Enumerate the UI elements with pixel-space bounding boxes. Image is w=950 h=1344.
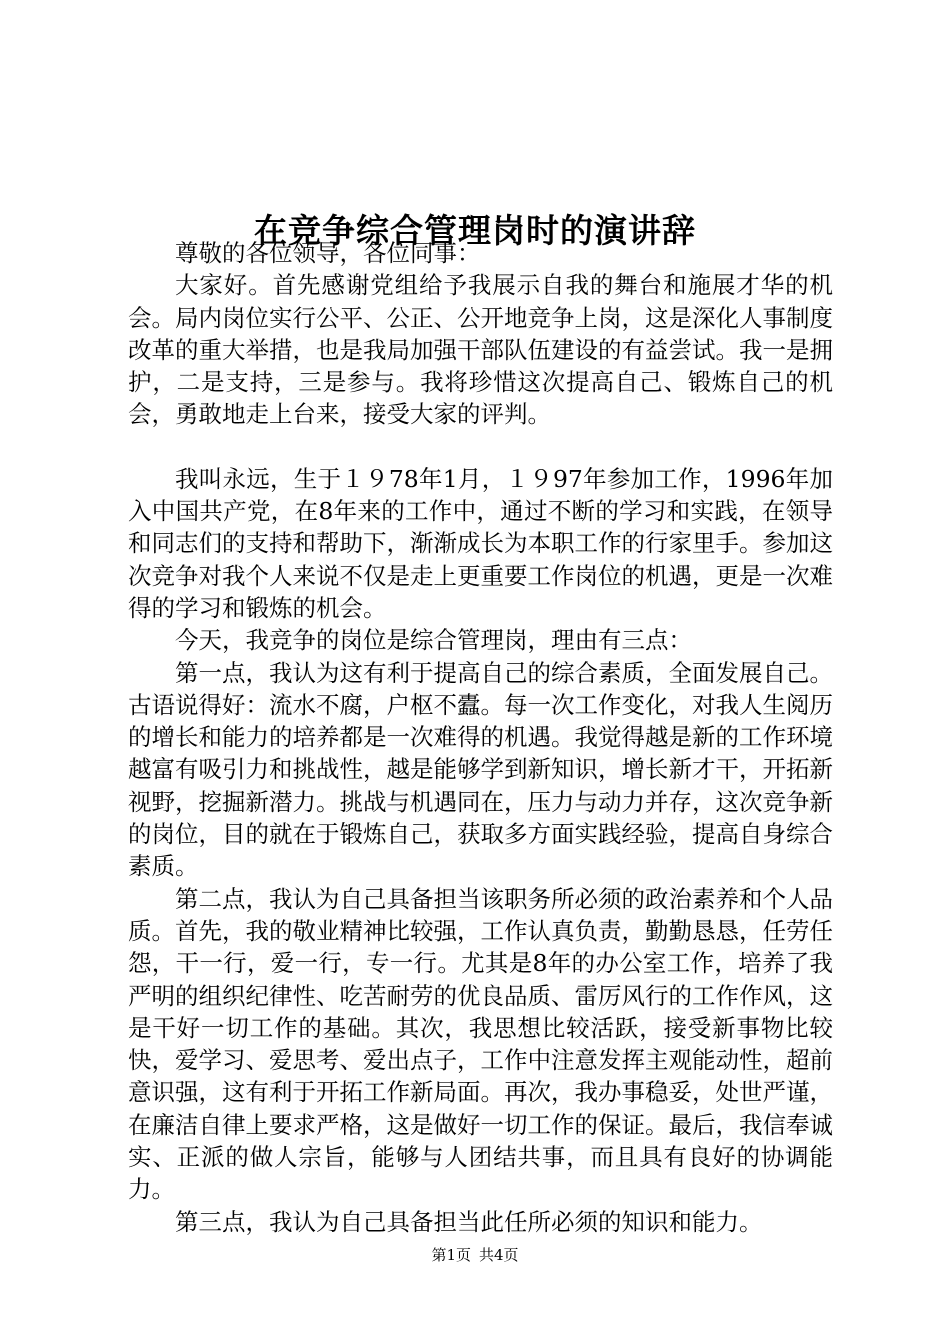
page-total: 共4页 [479, 1246, 519, 1264]
document-title: 在竞争综合管理岗时的演讲辞 [254, 211, 696, 251]
third-point-paragraph: 第三点，我认为自己具备担当此任所必须的知识和能力。 [175, 1207, 763, 1236]
page-number: 第1页 [431, 1246, 471, 1264]
greeting-paragraph: 大家好。首先感谢党组给予我展示自我的舞台和施展才华的机会。局内岗位实行公平、公正、公开地竞争上岗，这是深化人事制度改革的重大举措，也是我局加强干部队伍建设的有益尝试。我一是拥护，二是支持，三是参与。我将珍惜这次提高自己、锻炼自己的机会，勇敢地走上台来，接受大家的评判。 [128, 271, 833, 429]
second-point-paragraph: 第二点，我认为自己具备担当该职务所必须的政治素养和个人品质。首先，我的敬业精神比较强，工作认真负责，勤勤恳恳，任劳任怨，干一行，爱一行，专一行。尤其是8年的办公室工作，培养了我严明的组织纪律性、吃苦耐劳的优良品质、雷厉风行的工作作风，这是干好一切工作的基础。其次，我思想比较活跃，接受新事物比较快，爱学习、爱思考、爱出点子，工作中注意发挥主观能动性，超前意识强，这有利于开拓工作新局面。再次，我办事稳妥，处世严谨，在廉洁自律上要求严格，这是做好一切工作的保证。最后，我信奉诚实、正派的做人宗旨，能够与人团结共事，而且具有良好的协调能力。 [128, 884, 833, 1204]
salutation-paragraph: 尊敬的各位领导，各位同事： [175, 239, 481, 267]
first-point-paragraph: 第一点，我认为这有利于提高自己的综合素质，全面发展自己。古语说得好：流水不腐，户枢不蠹。每一次工作变化，对我人生阅历的增长和能力的培养都是一次难得的机遇。我觉得越是新的工作环境越富有吸引力和挑战性，越是能够学到新知识，增长新才干，开拓新视野，挖掘新潜力。挑战与机遇同在，压力与动力并存，这次竞争新的岗位，目的就在于锻炼自己，获取多方面实践经验，提高自身综合素质。 [128, 658, 833, 881]
page-footer [0, 1245, 950, 1265]
document-body [128, 237, 833, 1238]
position-reason-paragraph: 今天，我竞争的岗位是综合管理岗，理由有三点： [175, 626, 692, 655]
self-introduction-paragraph: 我叫永远，生于１９78年1月，１９97年参加工作，1996年加入中国共产党，在8年来的工作中，通过不断的学习和实践，在领导和同志们的支持和帮助下，渐渐成长为本职工作的行家里手。参加这次竞争对我个人来说不仅是走上更重要工作岗位的机遇，更是一次难得的学习和锻炼的机会。 [128, 464, 833, 622]
